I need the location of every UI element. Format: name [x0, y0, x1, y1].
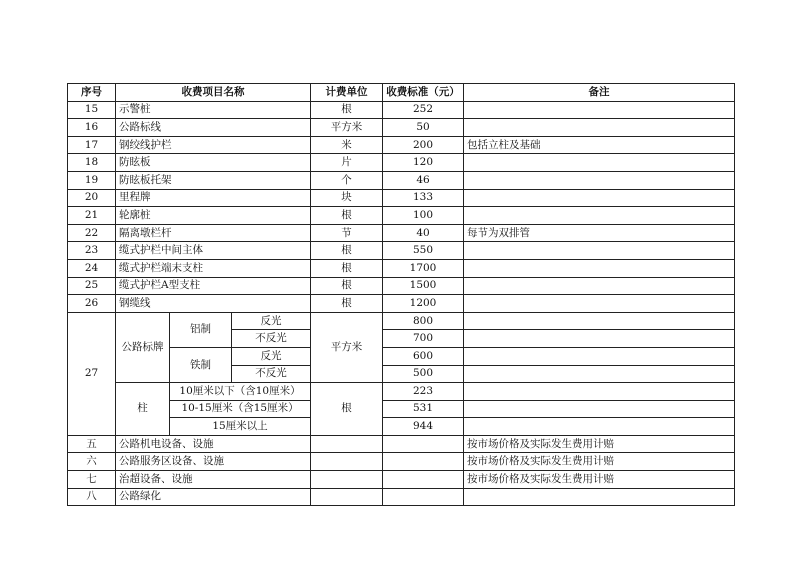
sign-label: 公路标牌	[116, 312, 170, 382]
section-name: 公路机电设备、设施	[116, 435, 311, 453]
section-note: 按市场价格及实际发生费用计赔	[464, 435, 735, 453]
row-name: 缆式护栏中间主体	[116, 242, 311, 260]
row-price	[383, 488, 464, 506]
table-row	[68, 101, 735, 119]
row-seq: 24	[68, 259, 116, 277]
row-unit	[311, 435, 383, 453]
row-name: 公路标线	[116, 119, 311, 137]
row-name: 缆式护栏端末支柱	[116, 259, 311, 277]
post-label: 柱	[116, 383, 170, 436]
table-row	[68, 259, 735, 277]
row-price: 46	[383, 171, 464, 189]
section-note	[464, 488, 735, 506]
row-unit: 根	[311, 295, 383, 313]
section-seq: 六	[68, 453, 116, 471]
table-row	[68, 136, 735, 154]
row-note	[464, 400, 735, 418]
row-unit: 节	[311, 224, 383, 242]
row-price: 100	[383, 207, 464, 225]
iron-label: 铁制	[170, 347, 232, 382]
row-note	[464, 418, 735, 436]
row-unit: 根	[311, 242, 383, 260]
row-price: 550	[383, 242, 464, 260]
row-note	[464, 119, 735, 137]
section-name: 公路绿化	[116, 488, 311, 506]
row-note: 包括立柱及基础	[464, 136, 735, 154]
row-price: 133	[383, 189, 464, 207]
sign-price: 700	[383, 330, 464, 348]
row-note: 每节为双排管	[464, 224, 735, 242]
non-reflective-label: 不反光	[232, 365, 311, 383]
section-note: 按市场价格及实际发生费用计赔	[464, 471, 735, 489]
table-row	[68, 224, 735, 242]
row-name: 钢缆线	[116, 295, 311, 313]
row-seq: 18	[68, 154, 116, 172]
row-27-seq: 27	[68, 312, 116, 435]
row-unit: 平方米	[311, 119, 383, 137]
row-unit: 根	[311, 277, 383, 295]
row-price: 50	[383, 119, 464, 137]
row-note	[464, 207, 735, 225]
row-unit: 根	[311, 101, 383, 119]
row-unit: 根	[311, 259, 383, 277]
row-price: 40	[383, 224, 464, 242]
header-price: 收费标准（元）	[383, 84, 464, 102]
section-note: 按市场价格及实际发生费用计赔	[464, 453, 735, 471]
sign-unit: 平方米	[311, 312, 383, 382]
fee-table	[67, 83, 735, 506]
section-seq: 七	[68, 471, 116, 489]
row-name: 轮廓桩	[116, 207, 311, 225]
row-seq: 20	[68, 189, 116, 207]
row-name: 里程牌	[116, 189, 311, 207]
row-price: 1700	[383, 259, 464, 277]
post-spec: 15厘米以上	[170, 418, 311, 436]
row-note	[464, 295, 735, 313]
section-name: 公路服务区设备、设施	[116, 453, 311, 471]
row-price	[383, 435, 464, 453]
row-seq: 21	[68, 207, 116, 225]
table-row	[68, 189, 735, 207]
row-price: 252	[383, 101, 464, 119]
section-row	[68, 453, 735, 471]
post-spec: 10-15厘米（含15厘米）	[170, 400, 311, 418]
post-price: 223	[383, 383, 464, 401]
row-name: 防眩板	[116, 154, 311, 172]
row-note	[464, 312, 735, 330]
row-note	[464, 277, 735, 295]
row-note	[464, 365, 735, 383]
row-name: 隔离墩栏杆	[116, 224, 311, 242]
row-price	[383, 471, 464, 489]
table-row	[68, 242, 735, 260]
row-price: 1200	[383, 295, 464, 313]
row-note	[464, 330, 735, 348]
post-spec: 10厘米以下（含10厘米）	[170, 383, 311, 401]
row-seq: 17	[68, 136, 116, 154]
sign-price: 800	[383, 312, 464, 330]
section-row	[68, 471, 735, 489]
section-seq: 八	[68, 488, 116, 506]
row-note	[464, 383, 735, 401]
row-name: 示警桩	[116, 101, 311, 119]
row-seq: 15	[68, 101, 116, 119]
row-note	[464, 171, 735, 189]
row-unit: 块	[311, 189, 383, 207]
row-seq: 22	[68, 224, 116, 242]
sign-price: 500	[383, 365, 464, 383]
header-name: 收费项目名称	[116, 84, 311, 102]
section-row	[68, 488, 735, 506]
row-unit	[311, 488, 383, 506]
table-row	[68, 171, 735, 189]
header-note: 备注	[464, 84, 735, 102]
row-name: 缆式护栏A型支柱	[116, 277, 311, 295]
row-unit	[311, 453, 383, 471]
row-unit: 米	[311, 136, 383, 154]
row-seq: 25	[68, 277, 116, 295]
post-price: 531	[383, 400, 464, 418]
non-reflective-label: 不反光	[232, 330, 311, 348]
row-seq: 26	[68, 295, 116, 313]
table-row	[68, 119, 735, 137]
row-price: 120	[383, 154, 464, 172]
row-note	[464, 242, 735, 260]
header-seq: 序号	[68, 84, 116, 102]
aluminum-label: 铝制	[170, 312, 232, 347]
sign-price: 600	[383, 347, 464, 365]
section-name: 治超设备、设施	[116, 471, 311, 489]
table-row	[68, 277, 735, 295]
table-row	[68, 207, 735, 225]
row-seq: 23	[68, 242, 116, 260]
row-unit: 片	[311, 154, 383, 172]
row-price: 1500	[383, 277, 464, 295]
table-row	[68, 295, 735, 313]
section-row	[68, 435, 735, 453]
row-unit: 个	[311, 171, 383, 189]
table-row-27-post	[68, 383, 735, 401]
row-seq: 19	[68, 171, 116, 189]
section-seq: 五	[68, 435, 116, 453]
row-price	[383, 453, 464, 471]
table-row-27-sign-al-reflective	[68, 312, 735, 330]
row-note	[464, 259, 735, 277]
reflective-label: 反光	[232, 312, 311, 330]
reflective-label: 反光	[232, 347, 311, 365]
row-unit	[311, 471, 383, 489]
header-unit: 计费单位	[311, 84, 383, 102]
row-price: 200	[383, 136, 464, 154]
row-note	[464, 101, 735, 119]
row-seq: 16	[68, 119, 116, 137]
table-row	[68, 154, 735, 172]
row-note	[464, 347, 735, 365]
row-note	[464, 189, 735, 207]
row-name: 防眩板托架	[116, 171, 311, 189]
header-row	[68, 84, 735, 102]
post-unit: 根	[311, 383, 383, 436]
row-note	[464, 154, 735, 172]
row-name: 钢绞线护栏	[116, 136, 311, 154]
row-unit: 根	[311, 207, 383, 225]
post-price: 944	[383, 418, 464, 436]
